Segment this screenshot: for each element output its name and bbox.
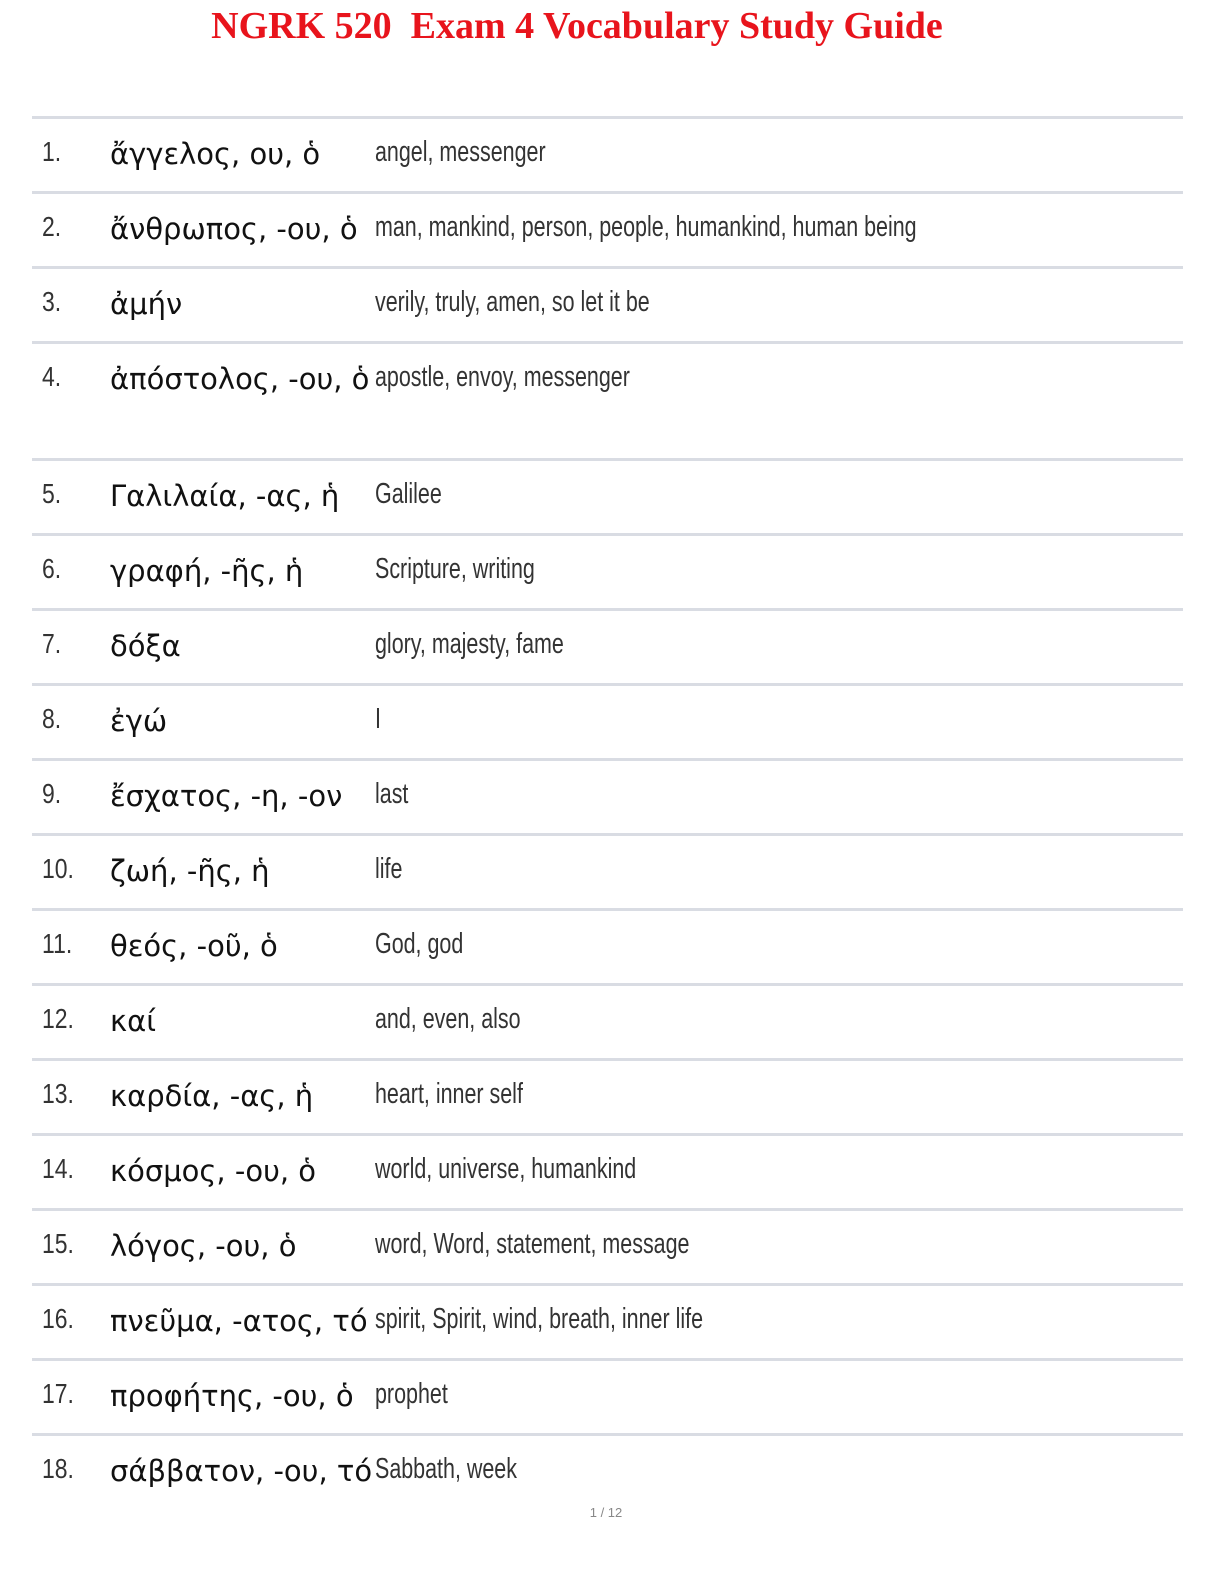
english-gloss: word, Word, statement, message [375,1228,690,1260]
vocab-row-17 [32,1361,1183,1436]
greek-term: Γαλιλαία, -ας, ἡ [110,479,340,513]
english-gloss: I [375,703,381,735]
entry-number: 4. [42,361,62,392]
english-gloss: glory, majesty, fame [375,628,564,660]
vocab-row-16 [32,1286,1183,1361]
english-gloss: Galilee [375,478,442,510]
english-gloss: angel, messenger [375,136,546,168]
entry-number: 14. [42,1153,74,1184]
vocab-row-7 [32,611,1183,686]
vocab-row-8 [32,686,1183,761]
vocab-row-18 [32,1436,1183,1508]
greek-term: ἄνθρωπος, -ου, ὁ [110,212,358,246]
english-gloss: and, even, also [375,1003,521,1035]
entry-number: 18. [42,1453,74,1484]
english-gloss: Sabbath, week [375,1453,517,1485]
english-gloss: prophet [375,1378,448,1410]
greek-term: ἄγγελος, ου, ὁ [110,137,321,171]
greek-term: καί [110,1004,157,1038]
greek-term: ἐγώ [110,704,168,738]
entry-number: 11. [42,928,73,959]
vocab-row-1 [32,119,1183,194]
vocab-row-6 [32,536,1183,611]
entry-number: 10. [42,853,74,884]
entry-number: 17. [42,1378,74,1409]
entry-number: 5. [42,478,62,509]
greek-term: δόξα [110,629,181,663]
english-gloss: world, universe, humankind [375,1153,637,1185]
vocab-row-15 [32,1211,1183,1286]
vocab-row-2 [32,194,1183,269]
entry-number: 8. [42,703,62,734]
entry-number: 13. [42,1078,74,1109]
vocab-row-11 [32,911,1183,986]
english-gloss: life [375,853,403,885]
entry-number: 2. [42,211,62,242]
vocab-row-4 [32,344,1183,461]
page-title: NGRK 520 Exam 4 Vocabulary Study Guide [211,5,943,47]
vocab-row-10 [32,836,1183,911]
entry-number: 12. [42,1003,74,1034]
english-gloss: man, mankind, person, people, humankind, human being [375,211,917,243]
entry-number: 1. [42,136,62,167]
entry-number: 7. [42,628,62,659]
greek-term: λόγος, -ου, ὁ [110,1229,297,1263]
vocab-row-13 [32,1061,1183,1136]
english-gloss: spirit, Spirit, wind, breath, inner life [375,1303,704,1335]
greek-term: κόσμος, -ου, ὁ [110,1154,317,1188]
vocab-row-12 [32,986,1183,1061]
greek-term: ζωή, -ῆς, ἡ [110,854,270,888]
greek-term: ἀμήν [110,287,183,321]
english-gloss: verily, truly, amen, so let it be [375,286,650,318]
entry-number: 9. [42,778,62,809]
greek-term: ἀπόστολος, -ου, ὁ [110,362,370,396]
vocab-row-3 [32,269,1183,344]
english-gloss: apostle, envoy, messenger [375,361,630,393]
english-gloss: last [375,778,409,810]
vocab-row-9 [32,761,1183,836]
greek-term: θεός, -οῦ, ὁ [110,929,278,963]
english-gloss: Scripture, writing [375,553,535,585]
vocab-row-14 [32,1136,1183,1211]
greek-term: προφήτης, -ου, ὁ [110,1379,354,1413]
entry-number: 3. [42,286,62,317]
entry-number: 16. [42,1303,74,1334]
greek-term: γραφή, -ῆς, ἡ [110,554,304,588]
greek-term: ἔσχατος, -η, -ον [110,779,343,813]
greek-term: πνεῦμα, -ατος, τό [110,1304,368,1338]
page-number: 1 / 12 [589,1505,623,1520]
vocabulary-table [32,116,1183,1508]
vocab-row-5 [32,461,1183,536]
greek-term: σάββατον, -ου, τό [110,1454,373,1488]
english-gloss: God, god [375,928,464,960]
greek-term: καρδία, -ας, ἡ [110,1079,314,1113]
entry-number: 6. [42,553,62,584]
english-gloss: heart, inner self [375,1078,523,1110]
entry-number: 15. [42,1228,74,1259]
